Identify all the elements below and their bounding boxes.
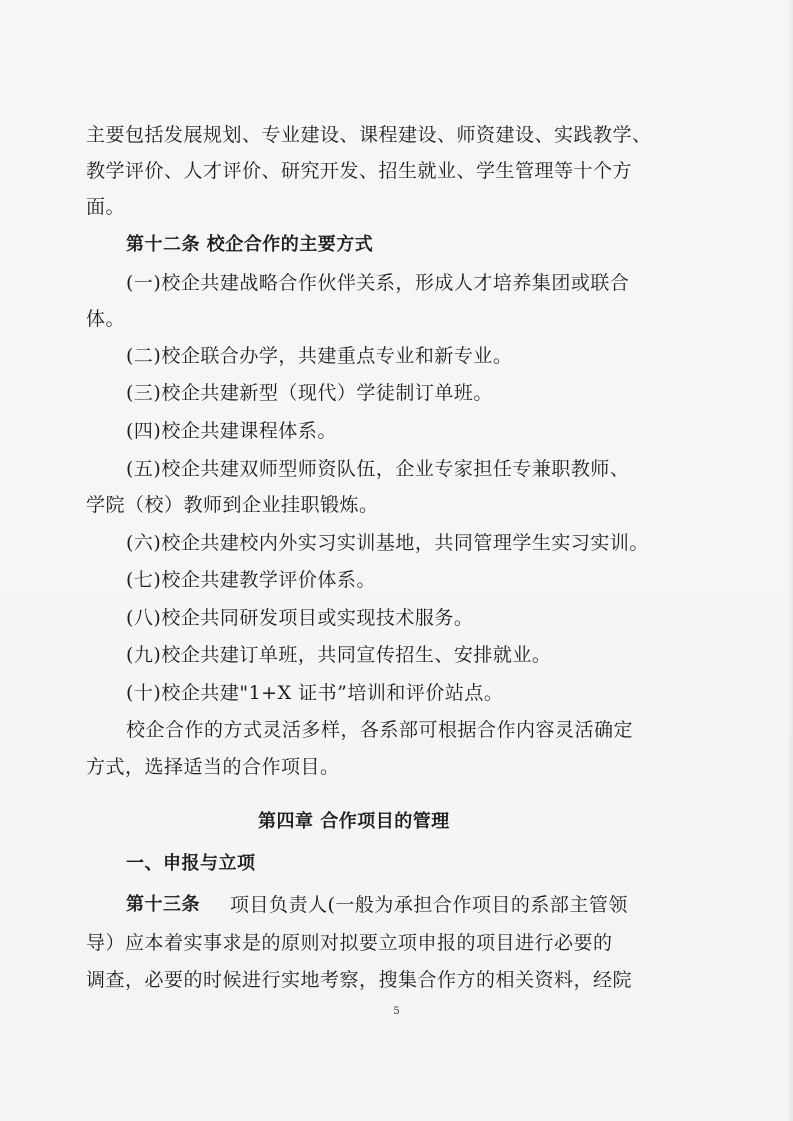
list-item: (五)校企共建双师型师资队伍，企业专家担任专兼职教师、 (126, 458, 630, 480)
list-item: (三)校企共建新型（现代）学徒制订单班。 (126, 382, 493, 404)
body-text-line: 学院（校）教师到企业挂职锻炼。 (86, 494, 379, 516)
body-text-line: 项目负责人(一般为承担合作项目的系部主管领 (230, 894, 628, 916)
chapter-4-heading: 第四章 合作项目的管理 (258, 811, 450, 832)
section-heading: 一、申报与立项 (126, 853, 256, 874)
body-text-line: 调查，必要的时候进行实地考察，搜集合作方的相关资料，经院 (86, 969, 633, 991)
list-item: (二)校企联合办学，共建重点专业和新专业。 (126, 345, 513, 367)
body-text-line: 面。 (86, 196, 126, 218)
article-13-label: 第十三条 (126, 894, 200, 915)
body-text-line: 教学评价、人才评价、研究开发、招生就业、学生管理等十个方 (86, 160, 633, 182)
list-item: (十)校企共建"1+X 证书”培训和评价站点。 (126, 682, 504, 704)
scan-edge-shadow (787, 0, 793, 1121)
list-item: (四)校企共建课程体系。 (126, 420, 337, 442)
list-item: (九)校企共建订单班，共同宣传招生、安排就业。 (126, 644, 552, 666)
list-item: (七)校企共建教学评价体系。 (126, 569, 376, 591)
list-item: (八)校企共同研发项目或实现技术服务。 (126, 607, 474, 629)
list-item: (六)校企共建校内外实习实训基地，共同管理学生实习实训。 (126, 532, 649, 554)
body-text-line: 主要包括发展规划、专业建设、课程建设、师资建设、实践教学、 (86, 124, 652, 146)
page-number: 5 (393, 1006, 400, 1017)
body-text-line: 校企合作的方式灵活多样，各系部可根据合作内容灵活确定 (126, 719, 634, 741)
body-text-line: 导）应本着实事求是的原则对拟要立项申报的项目进行必要的 (86, 932, 613, 954)
article-12-heading: 第十二条 校企合作的主要方式 (126, 234, 374, 255)
body-text-line: 体。 (86, 308, 126, 330)
list-item: (一)校企共建战略合作伙伴关系，形成人才培养集团或联合 (126, 272, 630, 294)
body-text-line: 方式，选择适当的合作项目。 (86, 756, 340, 778)
